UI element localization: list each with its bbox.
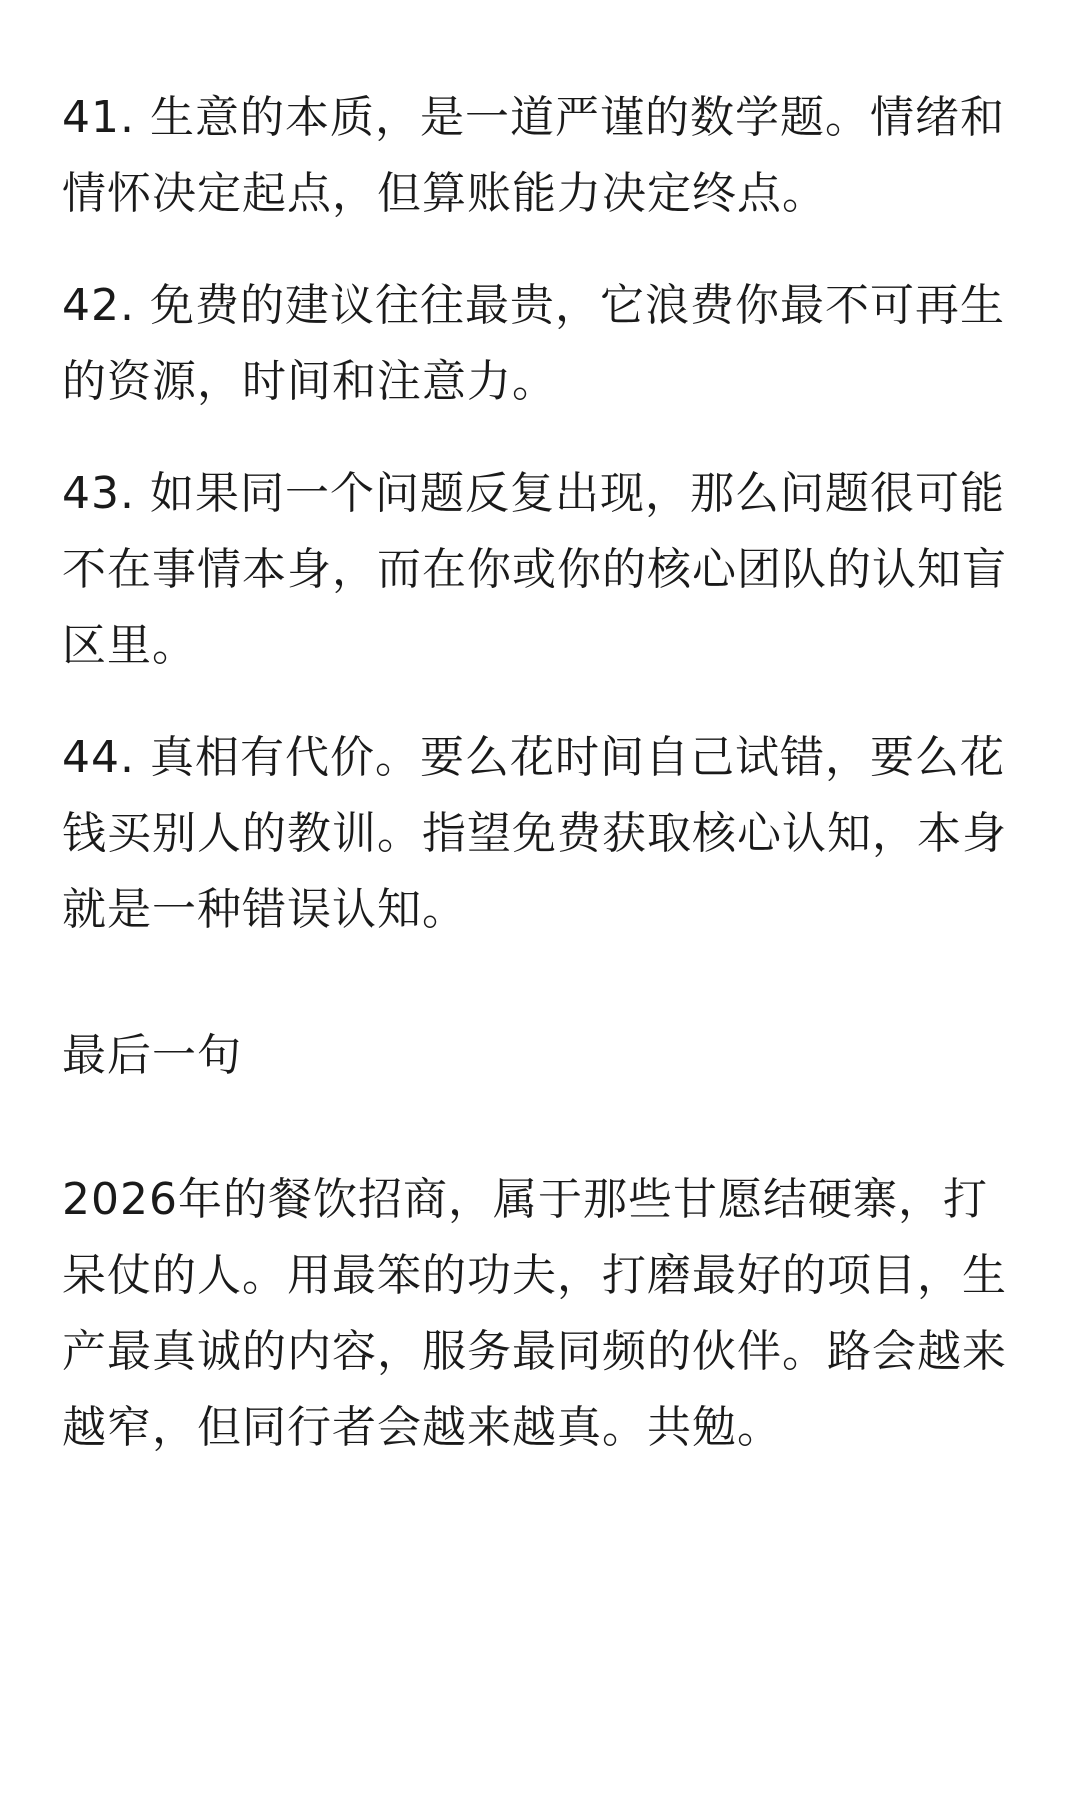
section-heading: 最后一句	[62, 1030, 242, 1081]
paragraph-42: 42. 免费的建议往往最贵，它浪费你最不可再生的资源，时间和注意力。	[62, 280, 1005, 407]
paragraph-44: 44. 真相有代价。要么花时间自己试错，要么花钱买别人的教训。指望免费获取核心认知，本身就是一种错误认知。	[62, 732, 1007, 935]
paragraph-43: 43. 如果同一个问题反复出现，那么问题很可能不在事情本身，而在你或你的核心团队的认知盲区里。	[62, 468, 1007, 671]
paragraph-41: 41. 生意的本质，是一道严谨的数学题。情绪和情怀决定起点，但算账能力决定终点。	[62, 92, 1005, 219]
article-body	[62, 80, 1030, 1466]
closing-paragraph: 2026年的餐饮招商，属于那些甘愿结硬寨，打呆仗的人。用最笨的功夫，打磨最好的项目，生产最真诚的内容，服务最同频的伙伴。路会越来越窄，但同行者会越来越真。共勉。	[62, 1174, 1007, 1453]
